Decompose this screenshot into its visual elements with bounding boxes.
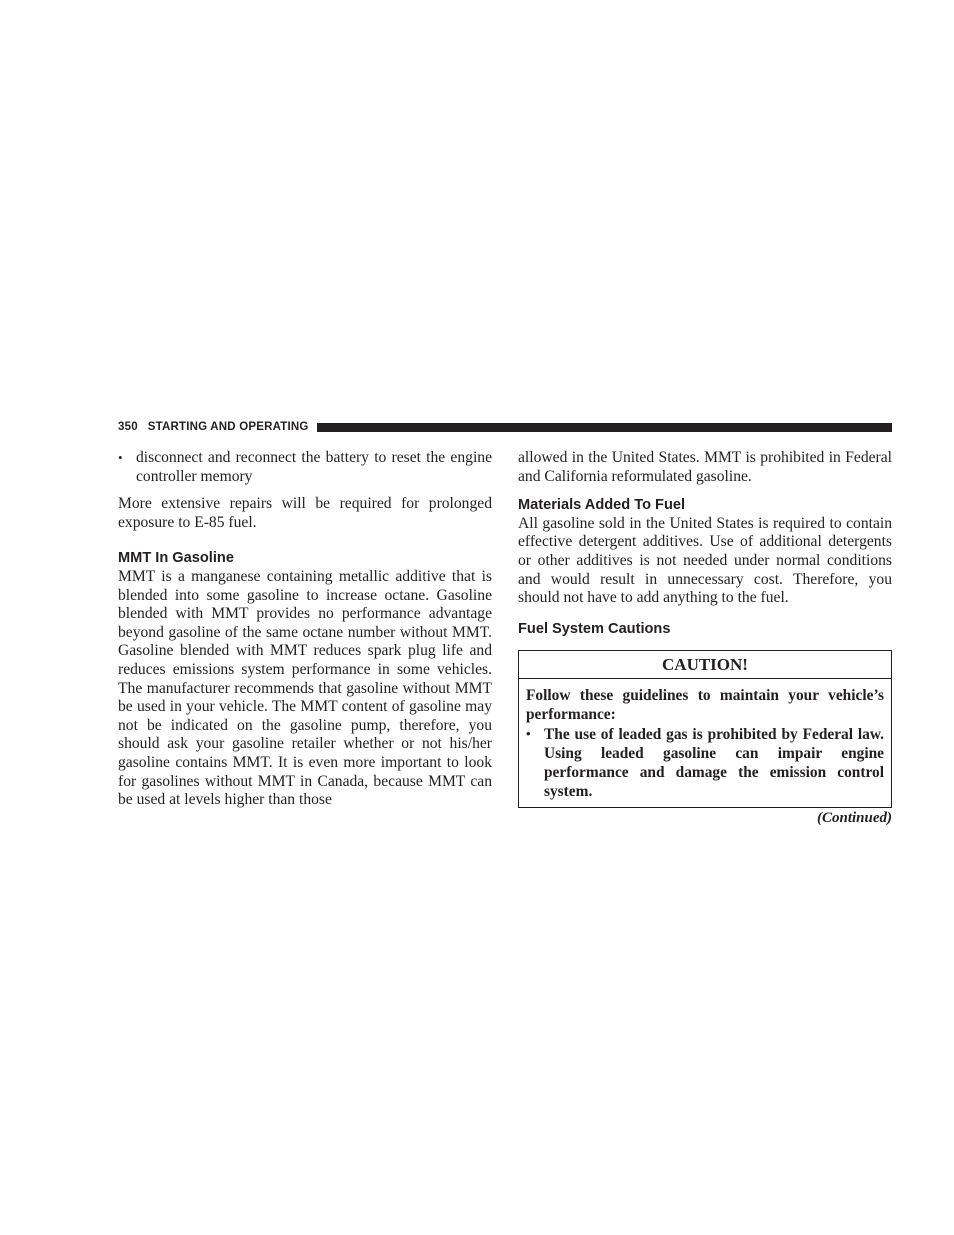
paragraph-mmt: MMT is a manganese containing metallic additive that is blended into some gasoline to increase octane. Gasoline blended with MMT provides no performance advantage beyond gasoline of the same octane number without MMT. Gasoline blended with MMT reduces spark plug life and reduces emissions system performance in some vehicles. The manufacturer recommends that gasoline without MMT be used in your vehicle. The MMT content of gasoline may not be indicated on the gasoline pump, therefore, you should ask your gasoline retailer whether or not his/her gasoline contains MMT. It is even more important to look for gasolines without MMT in Canada, because MMT can be used at levels higher than those	[118, 567, 492, 809]
list-item	[526, 725, 884, 801]
caution-box	[518, 650, 892, 808]
continued-label: (Continued)	[816, 810, 892, 827]
paragraph-e85-repairs: More extensive repairs will be required for prolonged exposure to E-85 fuel.	[118, 495, 492, 531]
caution-intro: Follow these guidelines to maintain your vehicle’s performance:	[526, 687, 884, 724]
caution-body	[519, 679, 891, 807]
bullet-text: disconnect and reconnect the battery to reset the engine controller memory	[136, 449, 492, 485]
page-number: 350	[118, 421, 138, 433]
caution-title: CAUTION!	[519, 651, 891, 679]
page-header	[118, 420, 892, 434]
bullet-icon: •	[526, 726, 531, 742]
header-rule	[317, 423, 892, 432]
heading-mmt-in-gasoline: MMT In Gasoline	[118, 550, 234, 567]
heading-fuel-system-cautions: Fuel System Cautions	[518, 620, 671, 637]
bullet-icon: •	[118, 450, 123, 465]
list-item	[118, 449, 492, 486]
paragraph-materials: All gasoline sold in the United States is required to contain effective detergent additives. Use of additional detergents or other additives is not needed under normal conditions and would result in unnecessary cost. Therefore, you should not have to add anything to the fuel.	[518, 514, 892, 607]
heading-materials-added-to-fuel: Materials Added To Fuel	[518, 497, 686, 514]
paragraph-mmt-continued: allowed in the United States. MMT is prohibited in Federal and California reformulated gasoline.	[518, 449, 892, 485]
right-column	[518, 449, 892, 827]
caution-bullet-text: The use of leaded gas is prohibited by Federal law. Using leaded gasoline can impair engine performance and damage the emission control system.	[544, 726, 884, 801]
section-title: STARTING AND OPERATING	[147, 421, 309, 433]
left-column	[118, 449, 492, 819]
